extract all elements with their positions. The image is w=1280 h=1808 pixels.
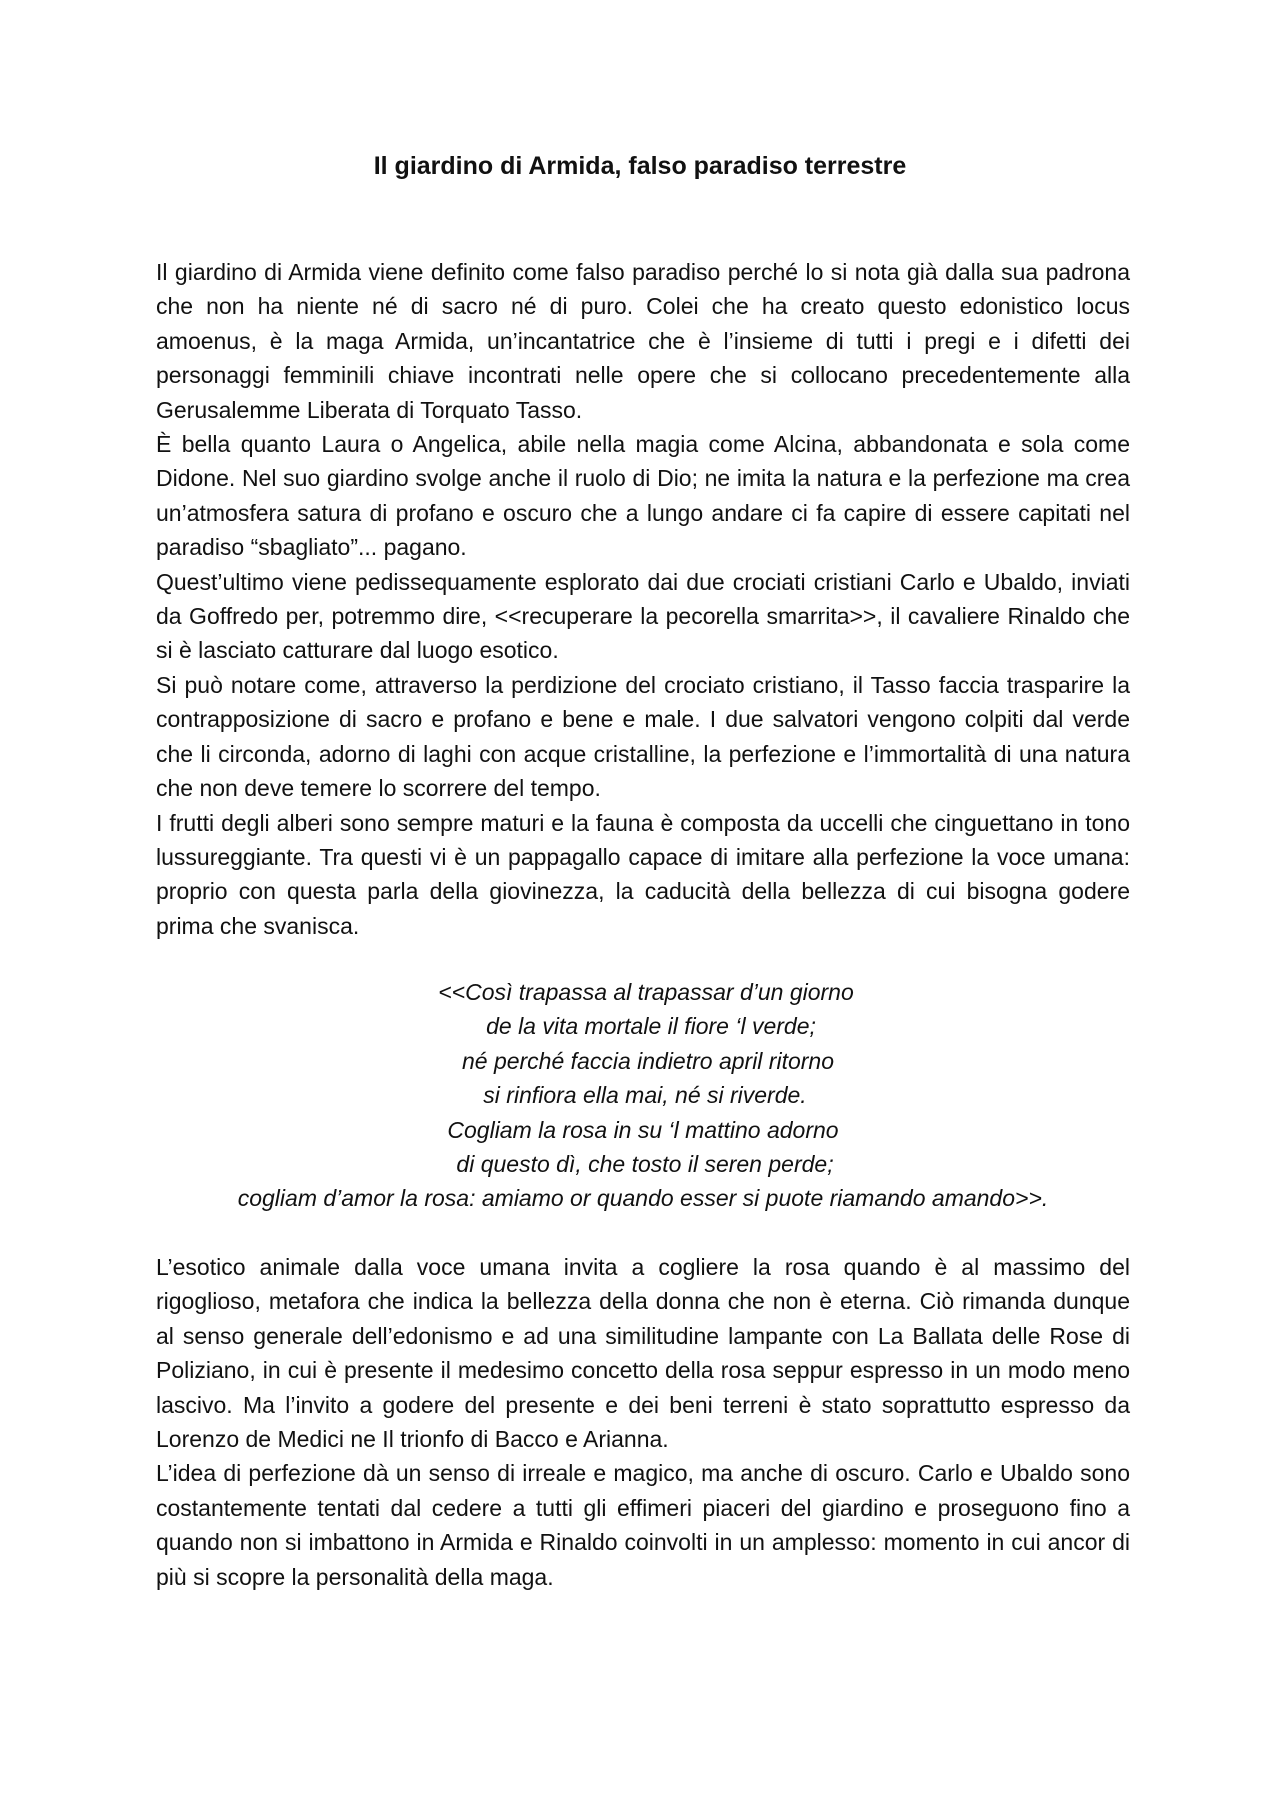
document-title: Il giardino di Armida, falso paradiso terrestre <box>373 152 907 180</box>
paragraph: I frutti degli alberi sono sempre maturi e la fauna è composta da uccelli che cinguettano in tono lussureggiante. Tra questi vi è un pappagallo capace di imitare alla perfezione la voce umana: proprio con questa parla della giovinezza, la caducità della bellezza di cui bisogna godere prima che svanisca. <box>156 809 1130 939</box>
poem-line: di questo dì, che tosto il seren perde; <box>456 1151 834 1178</box>
poem-line: cogliam d’amor la rosa: amiamo or quando esser si puote riamando amando>>. <box>237 1185 1049 1212</box>
poem-line: né perché faccia indietro april ritorno <box>461 1047 835 1074</box>
paragraph: Il giardino di Armida viene definito come falso paradiso perché lo si nota già dalla sua padrona che non ha niente né di sacro né di puro. Colei che ha creato questo edonistico locus amoenus, è la maga Armida, un’incantatrice che è l’insieme di tutti i pregi e i difetti dei personaggi femminili chiave incontrati nelle opere che si collocano precedentemente alla Gerusalemme Liberata di Torquato Tasso. <box>156 259 1130 423</box>
body-text-before-poem <box>156 255 1130 943</box>
paragraph: L’idea di perfezione dà un senso di irreale e magico, ma anche di oscuro. Carlo e Ubaldo sono costantemente tentati dal cedere a tutti gli effimeri piaceri del giardino e proseguono fino a quando non si imbattono in Armida e Rinaldo coinvolti in un amplesso: momento in cui ancor di più si scopre la personalità della maga. <box>156 1460 1130 1590</box>
paragraph: Quest’ultimo viene pedissequamente esplorato dai due crociati cristiani Carlo e Ubaldo, inviati da Goffredo per, potremmo dire, <<recuperare la pecorella smarrita>>, il cavaliere Rinaldo che si è lasciato catturare dal luogo esotico. <box>156 568 1130 664</box>
poem-quote <box>156 975 1130 1216</box>
poem-line: si rinfiora ella mai, né si riverde. <box>483 1082 807 1109</box>
paragraph: L’esotico animale dalla voce umana invita a cogliere la rosa quando è al massimo del rigoglioso, metafora che indica la bellezza della donna che non è eterna. Ciò rimanda dunque al senso generale dell’edonismo e ad una similitudine lampante con La Ballata delle Rose di Poliziano, in cui è presente il medesimo concetto della rosa seppur espresso in un modo meno lascivo. Ma l’invito a godere del presente e dei beni terreni è stato soprattutto espresso da Lorenzo de Medici ne Il trionfo di Bacco e Arianna. <box>156 1254 1130 1453</box>
paragraph: È bella quanto Laura o Angelica, abile nella magia come Alcina, abbandonata e sola come Didone. Nel suo giardino svolge anche il ruolo di Dio; ne imita la natura e la perfezione ma crea un’atmosfera satura di profano e oscuro che a lungo andare ci fa capire di essere capitati nel paradiso “sbagliato”... pagano. <box>156 431 1130 561</box>
poem-line: <<Così trapassa al trapassar d’un giorno <box>438 979 854 1005</box>
poem-line: de la vita mortale il fiore ‘l verde; <box>486 1013 816 1040</box>
body-text-after-poem <box>156 1250 1130 1594</box>
paragraph: Si può notare come, attraverso la perdizione del crociato cristiano, il Tasso faccia trasparire la contrapposizione di sacro e profano e bene e male. I due salvatori vengono colpiti dal verde che li circonda, adorno di laghi con acque cristalline, la perfezione e l’immortalità di una natura che non deve temere lo scorrere del tempo. <box>156 671 1130 802</box>
poem-line: Cogliam la rosa in su ‘l mattino adorno <box>447 1116 839 1143</box>
